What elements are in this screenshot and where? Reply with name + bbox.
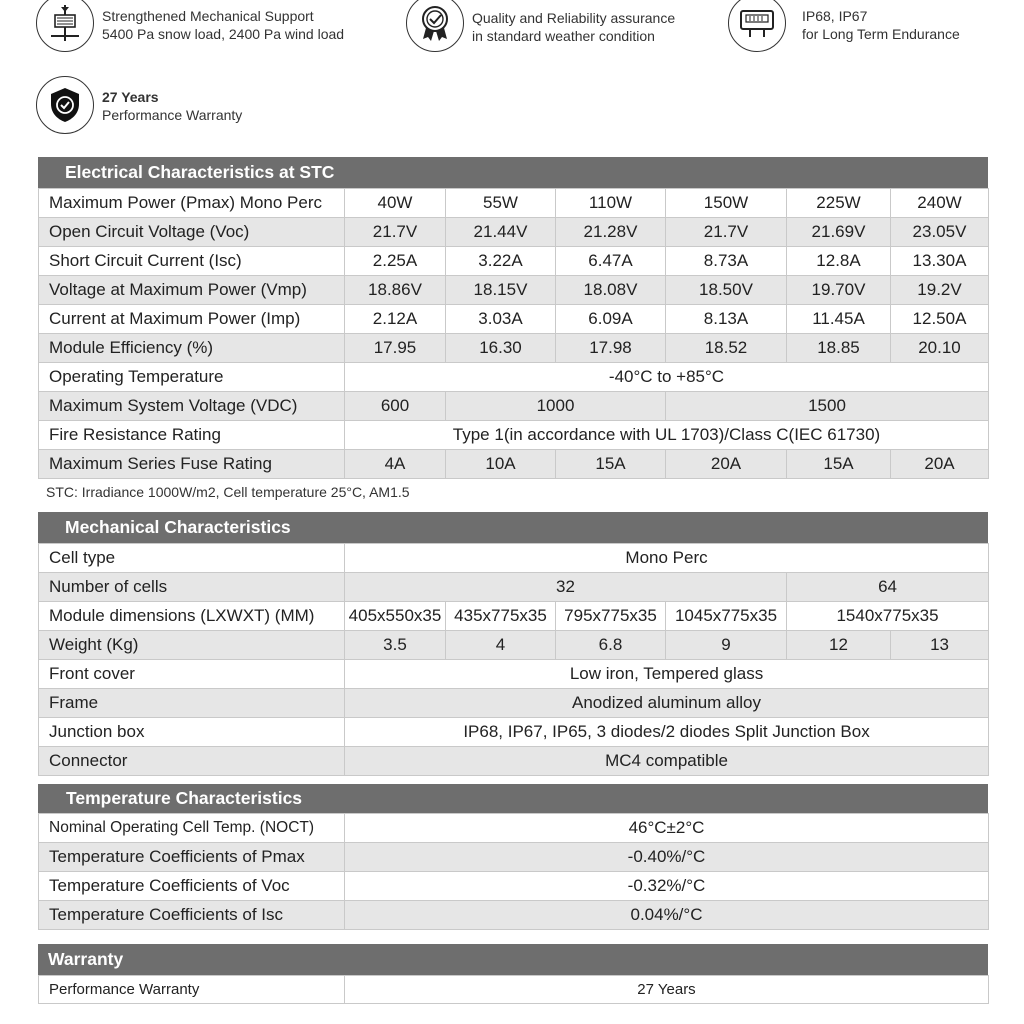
- table-cell: MC4 compatible: [345, 747, 989, 776]
- row-label: Junction box: [39, 718, 345, 747]
- table-cell: 405x550x35: [345, 602, 446, 631]
- feature-line: IP68, IP67: [802, 8, 868, 24]
- table-cell: 3.22A: [446, 247, 556, 276]
- table-cell: 15A: [787, 450, 891, 479]
- table-cell: 1540x775x35: [787, 602, 989, 631]
- table-cell: 2.25A: [345, 247, 446, 276]
- table-cell: 27 Years: [345, 976, 989, 1004]
- electrical-table: [38, 188, 989, 479]
- table-cell: 9: [666, 631, 787, 660]
- row-label: Current at Maximum Power (Imp): [39, 305, 345, 334]
- table-row: [39, 334, 989, 363]
- feature-ip-rating: [728, 0, 960, 52]
- table-cell: 795x775x35: [556, 602, 666, 631]
- table-cell: 64: [787, 573, 989, 602]
- table-cell: 21.7V: [345, 218, 446, 247]
- table-row: [39, 631, 989, 660]
- table-cell: -0.40%/°C: [345, 843, 989, 872]
- row-label: Nominal Operating Cell Temp. (NOCT): [39, 814, 345, 843]
- table-cell: 11.45A: [787, 305, 891, 334]
- table-row: [39, 276, 989, 305]
- table-row: [39, 305, 989, 334]
- table-cell: 8.73A: [666, 247, 787, 276]
- table-cell: Anodized aluminum alloy: [345, 689, 989, 718]
- table-cell: 18.85: [787, 334, 891, 363]
- row-label: Weight (Kg): [39, 631, 345, 660]
- table-cell: 3.5: [345, 631, 446, 660]
- section-title: Temperature Characteristics: [38, 784, 988, 813]
- table-row: [39, 363, 989, 392]
- electrical-section: [38, 157, 988, 479]
- table-cell: 46°C±2°C: [345, 814, 989, 843]
- warranty-table: [38, 975, 989, 1004]
- table-row: [39, 843, 989, 872]
- table-cell: -40°C to +85°C: [345, 363, 989, 392]
- table-cell: 21.44V: [446, 218, 556, 247]
- table-cell: 18.52: [666, 334, 787, 363]
- table-cell: 600: [345, 392, 446, 421]
- table-cell: -0.32%/°C: [345, 872, 989, 901]
- table-cell: 6.09A: [556, 305, 666, 334]
- table-row: [39, 602, 989, 631]
- section-title: Warranty: [38, 944, 988, 975]
- junction-box-icon: [728, 0, 786, 52]
- table-cell: 12.50A: [891, 305, 989, 334]
- table-cell: 13: [891, 631, 989, 660]
- table-row: [39, 747, 989, 776]
- table-row: [39, 247, 989, 276]
- table-row: [39, 189, 989, 218]
- table-cell: 21.69V: [787, 218, 891, 247]
- row-label: Temperature Coefficients of Voc: [39, 872, 345, 901]
- feature-line: Quality and Reliability assurance: [472, 10, 676, 26]
- table-cell: 6.8: [556, 631, 666, 660]
- row-label: Front cover: [39, 660, 345, 689]
- table-cell: 10A: [446, 450, 556, 479]
- shield-check-icon: [36, 76, 94, 134]
- row-label: Open Circuit Voltage (Voc): [39, 218, 345, 247]
- table-cell: 18.86V: [345, 276, 446, 305]
- table-cell: 2.12A: [345, 305, 446, 334]
- table-cell: 13.30A: [891, 247, 989, 276]
- table-row: [39, 421, 989, 450]
- table-cell: 0.04%/°C: [345, 901, 989, 930]
- row-label: Module Efficiency (%): [39, 334, 345, 363]
- row-label: Cell type: [39, 544, 345, 573]
- table-cell: 40W: [345, 189, 446, 218]
- table-cell: 32: [345, 573, 787, 602]
- temperature-section: [38, 784, 988, 930]
- feature-warranty: [36, 76, 242, 134]
- table-cell: 3.03A: [446, 305, 556, 334]
- table-row: [39, 976, 989, 1004]
- row-label: Maximum System Voltage (VDC): [39, 392, 345, 421]
- table-row: [39, 872, 989, 901]
- table-cell: 55W: [446, 189, 556, 218]
- row-label: Module dimensions (LXWXT) (MM): [39, 602, 345, 631]
- table-cell: 20.10: [891, 334, 989, 363]
- table-cell: 12.8A: [787, 247, 891, 276]
- row-label: Short Circuit Current (Isc): [39, 247, 345, 276]
- table-row: [39, 660, 989, 689]
- row-label: Maximum Series Fuse Rating: [39, 450, 345, 479]
- feature-quality: [406, 0, 675, 52]
- section-title: Mechanical Characteristics: [38, 512, 988, 543]
- mechanical-section: [38, 512, 988, 776]
- row-label: Temperature Coefficients of Pmax: [39, 843, 345, 872]
- table-row: [39, 218, 989, 247]
- warranty-section: [38, 944, 988, 1004]
- table-cell: 110W: [556, 189, 666, 218]
- table-cell: 8.13A: [666, 305, 787, 334]
- feature-mechanical-support: [36, 0, 344, 52]
- table-cell: Mono Perc: [345, 544, 989, 573]
- row-label: Connector: [39, 747, 345, 776]
- feature-line: 5400 Pa snow load, 2400 Pa wind load: [102, 26, 345, 42]
- row-label: Operating Temperature: [39, 363, 345, 392]
- quality-badge-icon: [406, 0, 464, 52]
- table-cell: 19.2V: [891, 276, 989, 305]
- feature-line: in standard weather condition: [472, 28, 655, 44]
- row-label: Maximum Power (Pmax) Mono Perc: [39, 189, 345, 218]
- row-label: Temperature Coefficients of Isc: [39, 901, 345, 930]
- table-row: [39, 573, 989, 602]
- row-label: Frame: [39, 689, 345, 718]
- row-label: Voltage at Maximum Power (Vmp): [39, 276, 345, 305]
- table-row: [39, 689, 989, 718]
- table-cell: 15A: [556, 450, 666, 479]
- table-cell: 21.28V: [556, 218, 666, 247]
- table-cell: 4A: [345, 450, 446, 479]
- table-cell: Type 1(in accordance with UL 1703)/Class C(IEC 61730): [345, 421, 989, 450]
- table-cell: 1500: [666, 392, 989, 421]
- temperature-table: [38, 813, 989, 930]
- table-cell: 17.98: [556, 334, 666, 363]
- table-cell: IP68, IP67, IP65, 3 diodes/2 diodes Split Junction Box: [345, 718, 989, 747]
- row-label: Performance Warranty: [39, 976, 345, 1004]
- load-support-icon: [36, 0, 94, 52]
- mechanical-table: [38, 543, 989, 776]
- table-cell: Low iron, Tempered glass: [345, 660, 989, 689]
- table-cell: 4: [446, 631, 556, 660]
- table-cell: 1000: [446, 392, 666, 421]
- table-cell: 435x775x35: [446, 602, 556, 631]
- feature-line: 27 Years: [102, 89, 159, 105]
- table-cell: 6.47A: [556, 247, 666, 276]
- table-cell: 23.05V: [891, 218, 989, 247]
- table-row: [39, 718, 989, 747]
- table-cell: 20A: [891, 450, 989, 479]
- table-cell: 21.7V: [666, 218, 787, 247]
- table-row: [39, 901, 989, 930]
- table-row: [39, 544, 989, 573]
- table-cell: 240W: [891, 189, 989, 218]
- row-label: Number of cells: [39, 573, 345, 602]
- table-cell: 18.50V: [666, 276, 787, 305]
- feature-line: Performance Warranty: [102, 107, 243, 123]
- section-title: Electrical Characteristics at STC: [38, 157, 988, 188]
- table-cell: 225W: [787, 189, 891, 218]
- stc-note: STC: Irradiance 1000W/m2, Cell temperature 25°C, AM1.5: [46, 484, 410, 500]
- feature-line: Strengthened Mechanical Support: [102, 8, 314, 24]
- table-cell: 18.15V: [446, 276, 556, 305]
- table-row: [39, 392, 989, 421]
- table-row: [39, 814, 989, 843]
- table-cell: 18.08V: [556, 276, 666, 305]
- feature-line: for Long Term Endurance: [802, 26, 960, 42]
- table-cell: 150W: [666, 189, 787, 218]
- table-cell: 1045x775x35: [666, 602, 787, 631]
- row-label: Fire Resistance Rating: [39, 421, 345, 450]
- table-cell: 19.70V: [787, 276, 891, 305]
- table-row: [39, 450, 989, 479]
- table-cell: 17.95: [345, 334, 446, 363]
- table-cell: 12: [787, 631, 891, 660]
- table-cell: 20A: [666, 450, 787, 479]
- table-cell: 16.30: [446, 334, 556, 363]
